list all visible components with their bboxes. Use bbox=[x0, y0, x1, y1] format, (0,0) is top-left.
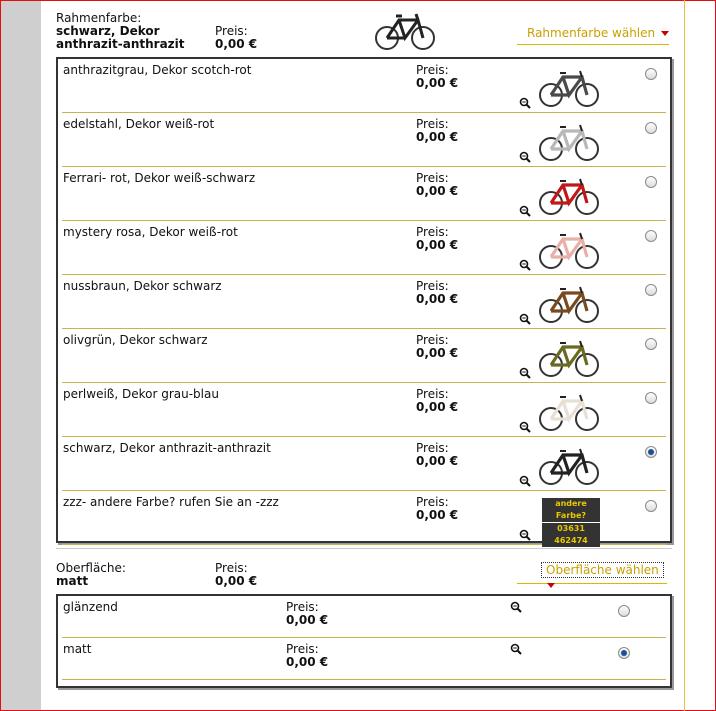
right-accent-line bbox=[684, 0, 685, 711]
option-name: schwarz, Dekor anthrazit-anthrazit bbox=[63, 441, 271, 455]
option-price-value: 0,00 € bbox=[416, 130, 459, 144]
option-price-label: Preis: bbox=[416, 63, 449, 77]
bike-color-thumbnail bbox=[538, 441, 600, 487]
surface-option-row[interactable] bbox=[62, 596, 666, 638]
zoom-magnifier-icon[interactable] bbox=[519, 529, 531, 541]
option-price-value: 0,00 € bbox=[416, 76, 459, 90]
surface-price-value: 0,00 € bbox=[215, 574, 258, 588]
option-name: olivgrün, Dekor schwarz bbox=[63, 333, 208, 347]
frame-option-row[interactable] bbox=[62, 329, 666, 383]
option-price-value: 0,00 € bbox=[416, 508, 459, 522]
zoom-magnifier-icon[interactable] bbox=[519, 421, 531, 433]
frame-option-row[interactable] bbox=[62, 275, 666, 329]
option-price-value: 0,00 € bbox=[416, 292, 459, 306]
zoom-magnifier-icon[interactable] bbox=[510, 601, 522, 613]
zoom-magnifier-icon[interactable] bbox=[519, 367, 531, 379]
frame-option-row[interactable] bbox=[62, 113, 666, 167]
dropdown-arrow-icon bbox=[661, 31, 669, 36]
option-radio[interactable] bbox=[645, 230, 657, 242]
dropdown-arrow-icon bbox=[547, 583, 555, 588]
option-price-label: Preis: bbox=[416, 225, 449, 239]
choose-surface-button[interactable] bbox=[517, 562, 667, 584]
frame-price-value: 0,00 € bbox=[215, 37, 258, 51]
choose-frame-color-button[interactable] bbox=[517, 24, 669, 45]
left-gray-strip bbox=[1, 1, 41, 710]
option-name: matt bbox=[63, 642, 92, 656]
option-price-label: Preis: bbox=[416, 441, 449, 455]
frame-option-row[interactable] bbox=[62, 167, 666, 221]
frame-option-row[interactable] bbox=[62, 437, 666, 491]
section-separator bbox=[56, 548, 672, 549]
option-radio[interactable] bbox=[645, 284, 657, 296]
option-radio[interactable] bbox=[645, 446, 657, 458]
badge-line: andere Farbe? bbox=[542, 498, 600, 522]
option-price-value: 0,00 € bbox=[416, 238, 459, 252]
option-price-label: Preis: bbox=[416, 117, 449, 131]
zoom-magnifier-icon[interactable] bbox=[510, 643, 522, 655]
zoom-magnifier-icon[interactable] bbox=[519, 259, 531, 271]
option-name: zzz- andere Farbe? rufen Sie an -zzz bbox=[63, 495, 279, 509]
zoom-magnifier-icon[interactable] bbox=[519, 475, 531, 487]
frame-color-options-panel bbox=[56, 57, 672, 543]
option-radio[interactable] bbox=[645, 68, 657, 80]
option-price-label: Preis: bbox=[416, 279, 449, 293]
frame-option-row[interactable] bbox=[62, 383, 666, 437]
frame-price-label: Preis: bbox=[215, 24, 248, 38]
option-price-label: Preis: bbox=[416, 333, 449, 347]
surface-label: Oberfläche: bbox=[56, 561, 126, 575]
option-name: perlweiß, Dekor grau-blau bbox=[63, 387, 219, 401]
option-price-value: 0,00 € bbox=[416, 400, 459, 414]
choose-frame-color-label: Rahmenfarbe wählen bbox=[527, 26, 656, 40]
bike-color-thumbnail bbox=[538, 387, 600, 433]
frame-option-row[interactable] bbox=[62, 221, 666, 275]
option-radio[interactable] bbox=[645, 392, 657, 404]
option-radio[interactable] bbox=[645, 500, 657, 512]
surface-price-header bbox=[215, 562, 257, 588]
option-price-label: Preis: bbox=[286, 600, 319, 614]
badge-line: 03631 462474 bbox=[542, 523, 600, 547]
option-price-label: Preis: bbox=[416, 495, 449, 509]
option-price-value: 0,00 € bbox=[416, 346, 459, 360]
call-us-badge bbox=[542, 497, 600, 545]
bike-color-thumbnail bbox=[538, 333, 600, 379]
surface-options-panel bbox=[56, 594, 672, 688]
bike-color-thumbnail bbox=[538, 63, 600, 109]
selected-frame-thumbnail bbox=[374, 4, 436, 52]
option-name: mystery rosa, Dekor weiß-rot bbox=[63, 225, 238, 239]
surface-price-label: Preis: bbox=[215, 561, 248, 575]
choose-surface-label: Oberfläche wählen bbox=[541, 562, 664, 578]
frame-option-row[interactable] bbox=[62, 491, 666, 545]
surface-option-row[interactable] bbox=[62, 638, 666, 680]
option-name: glänzend bbox=[63, 600, 118, 614]
bike-color-thumbnail bbox=[538, 171, 600, 217]
option-price-value: 0,00 € bbox=[416, 454, 459, 468]
frame-color-header bbox=[56, 12, 196, 51]
option-radio[interactable] bbox=[645, 122, 657, 134]
option-radio[interactable] bbox=[645, 338, 657, 350]
zoom-magnifier-icon[interactable] bbox=[519, 151, 531, 163]
option-radio[interactable] bbox=[618, 605, 630, 617]
bike-color-thumbnail bbox=[538, 225, 600, 271]
option-price-label: Preis: bbox=[416, 387, 449, 401]
frame-color-selected: schwarz, Dekor anthrazit-anthrazit bbox=[56, 24, 185, 51]
option-radio[interactable] bbox=[618, 647, 630, 659]
option-name: Ferrari- rot, Dekor weiß-schwarz bbox=[63, 171, 256, 185]
frame-option-row[interactable] bbox=[62, 59, 666, 113]
surface-header bbox=[56, 562, 126, 588]
zoom-magnifier-icon[interactable] bbox=[519, 205, 531, 217]
frame-price-header bbox=[215, 25, 257, 51]
zoom-magnifier-icon[interactable] bbox=[519, 97, 531, 109]
option-price-label: Preis: bbox=[286, 642, 319, 656]
option-price-label: Preis: bbox=[416, 171, 449, 185]
bike-color-thumbnail bbox=[538, 117, 600, 163]
option-name: anthrazitgrau, Dekor scotch-rot bbox=[63, 63, 252, 77]
frame-color-label: Rahmenfarbe: bbox=[56, 11, 142, 25]
option-price-value: 0,00 € bbox=[416, 184, 459, 198]
option-price-value: 0,00 € bbox=[286, 613, 329, 627]
zoom-magnifier-icon[interactable] bbox=[519, 313, 531, 325]
option-radio[interactable] bbox=[645, 176, 657, 188]
option-price-value: 0,00 € bbox=[286, 655, 329, 669]
option-name: edelstahl, Dekor weiß-rot bbox=[63, 117, 215, 131]
option-name: nussbraun, Dekor schwarz bbox=[63, 279, 222, 293]
surface-selected: matt bbox=[56, 574, 89, 588]
bike-color-thumbnail bbox=[538, 279, 600, 325]
